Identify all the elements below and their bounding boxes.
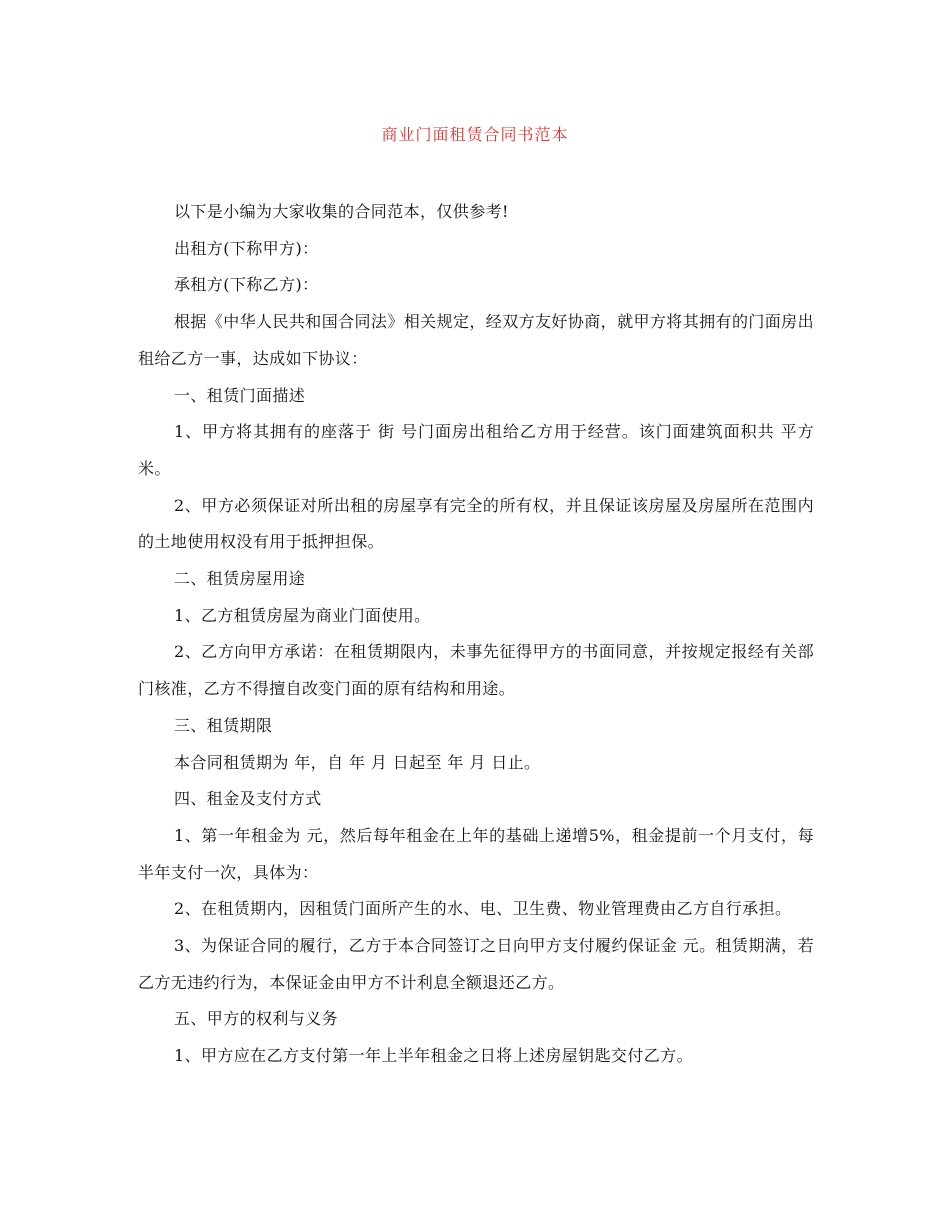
- clause-1-1: 1、甲方将其拥有的座落于 街 号门面房出租给乙方用于经营。该门面建筑面积共 平方米。: [138, 422, 814, 478]
- lessee-line: 承租方(下称乙方)：: [174, 275, 319, 295]
- clause-1-2: 2、甲方必须保证对所出租的房屋享有完全的所有权，并且保证该房屋及房屋所在范围内的土地使用权没有用于抵押担保。: [138, 495, 814, 552]
- lessor-line: 出租方(下称甲方)：: [174, 238, 319, 258]
- clause-2-1: 1、乙方租赁房屋为商业门面使用。: [174, 605, 431, 625]
- section-heading-2: 二、租赁房屋用途: [174, 569, 306, 589]
- clause-4-1: 1、第一年租金为 元，然后每年租金在上年的基础上递增5%，租金提前一个月支付，每半年支付一次，具体为：: [138, 825, 814, 882]
- preamble-paragraph: 根据《中华人民共和国合同法》相关规定，经双方友好协商，就甲方将其拥有的门面房出租给乙方一事，达成如下协议：: [138, 312, 814, 368]
- document-title: 商业门面租赁合同书范本: [381, 125, 569, 144]
- section-heading-4: 四、租金及支付方式: [174, 789, 322, 809]
- clause-4-2: 2、在租赁期内，因租赁门面所产生的水、电、卫生费、物业管理费由乙方自行承担。: [174, 899, 792, 919]
- document-body: [138, 194, 814, 1075]
- clause-4-3: 3、为保证合同的履行，乙方于本合同签订之日向甲方支付履约保证金 元。租赁期满，若乙方无违约行为，本保证金由甲方不计利息全额退还乙方。: [138, 936, 814, 992]
- section-heading-1: 一、租赁门面描述: [174, 385, 306, 405]
- section-heading-5: 五、甲方的权利与义务: [174, 1009, 339, 1029]
- clause-5-1: 1、甲方应在乙方支付第一年上半年租金之日将上述房屋钥匙交付乙方。: [174, 1046, 693, 1066]
- clause-2-2: 2、乙方向甲方承诺：在租赁期限内，未事先征得甲方的书面同意，并按规定报经有关部门核准，乙方不得擅自改变门面的原有结构和用途。: [138, 642, 814, 699]
- section-heading-3: 三、租赁期限: [174, 715, 273, 735]
- clause-3: 本合同租赁期为 年，自 年 月 日起至 年 月 日止。: [174, 752, 541, 772]
- intro-paragraph: 以下是小编为大家收集的合同范本，仅供参考!: [174, 202, 509, 221]
